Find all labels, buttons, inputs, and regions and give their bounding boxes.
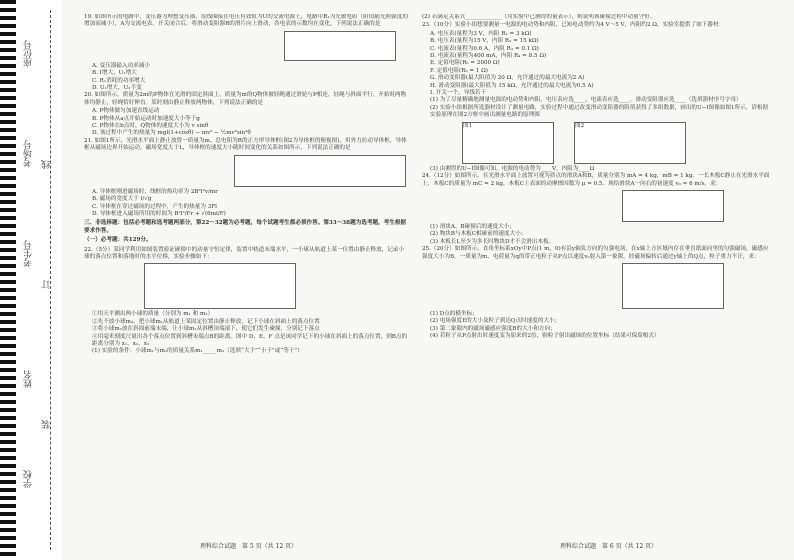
ui-graph-figure — [462, 122, 554, 164]
barcode-stripes — [0, 0, 16, 560]
q24-task-1: (1) 滑块A、B碰撞后的速度大小； — [430, 223, 515, 230]
q20-option-b: B. P物体从a点开始运动时加速度大小等于g — [92, 115, 200, 122]
question-25: 25.（20分）如图所示，直角坐标系xOy中P点(1 m，0)有沿y轴负方向的匀强电场，在x轴上方区域内存在垂直纸面向里的匀强磁场，磁感应强度大小为B，一质量为m、电荷量为q的带正电粒子从P点以速度v₀射入第一象限，经磁场偏转后通过y轴上的Q点，粒子重力不计，求： — [422, 246, 769, 260]
circuit-figure — [284, 31, 396, 61]
q19-option-a: A. 变压器输入功率减小 — [92, 62, 150, 69]
section-nonchoice: 三、非选择题：包括必考题和选考题两部分，第22～32题为必考题，每个试题考生都必须作答。第33～38题为选考题，考生根据要求作答。 — [84, 220, 407, 234]
label-seat-number: 座位号 — [24, 40, 34, 67]
q25-task-3: (3) 第二象限内的磁场磁感应强度B的大小和方向； — [430, 325, 556, 332]
q23-task-2: (2) 实验小组根据所选器材设计了测量电路，实验过程中通过改变滑动变阻器的阻值获得了多组数据，画出的U−I图像如图1所示，请根据实验原理在图2方框中画出测量电路的原理图 — [430, 104, 769, 119]
q23-item-i: I. 开关一个，导线若干 — [430, 90, 487, 97]
fig2-caption: 图2 — [575, 122, 585, 129]
q22-step-4: ④用毫米刻度尺量出各个落点位置到斜槽末端点B的距离。图中 D、E、F 点是该同学记下的小球在斜面上的落点位置，到B点的距离分别为 x₁、x₂、x₃ — [92, 333, 408, 347]
label-exam-room: 考场号 — [24, 140, 34, 167]
q20-option-a: A. P物体做匀加速直线运动 — [92, 108, 160, 115]
blocks-figure — [622, 190, 724, 222]
fig1-caption: 图1 — [463, 122, 473, 129]
q19-option-b: B. I增大，U₁增大 — [92, 70, 137, 77]
magnetic-field-figure — [234, 155, 406, 187]
q23-item-b: B. 电压表(量程为15 V，内阻 R₂ = 15 kΩ) — [430, 38, 539, 45]
q19-option-d: D. U₁增大，U₂不变 — [92, 85, 142, 92]
right-column — [422, 14, 772, 534]
question-23: 23.（10分）实验小组想要测量一电源的电动势和内阻，已知电动势约为4 V～5 V，内阻约2 Ω，实验室提供了如下器材： — [422, 22, 725, 29]
label-school: 学校 — [24, 470, 34, 488]
q23-item-h: H. 滑动变阻器(最大阻值为 15 kΩ，允许通过的最大电流为0.5 A) — [430, 82, 594, 89]
q20-option-d: D. 该过程中产生的热量为 mgl(1+cosθ) − mv² − ½mv²sin²θ — [92, 130, 251, 137]
question-21: 21. 如图1所示，光滑水平面上静止放置一质量为m、总电阻为R的正方形导体框(图2为导体框的俯视图)，用外力拉动导体框，导体框从磁场边界开始运动，磁场宽度大于L，导体框的速度大小随时间变化的关系如图所示，下列说法正确的是 — [84, 137, 407, 152]
question-19: 19. 如图所示的电路中，变压器为理想变压器，原线圈接在电压有效值为U的交流电源上，电路中R₁为光敏电阻（阻值随光照强度的增加而减小），A为交流电表，开关闭合后，将滑动变阻器R的滑片向上滑动，各电表的示数均在变化，下列说法正确的是 — [84, 14, 408, 28]
label-name: 姓名 — [24, 370, 34, 388]
q21-option-c: C. 导体框在穿过磁场的过程中，产生的热量为 3Fl — [92, 203, 217, 210]
q22-step-2: ②先不放小球m₂，把小球m₁从轨道上某固定位置由静止释放，记下小球在斜面上的落点位置 — [92, 318, 320, 325]
q23-item-c: C. 电流表(量程为0.6 A，内阻 R₃ = 0.1 Ω) — [430, 45, 539, 52]
mark-xian: 线 — [42, 160, 52, 169]
q23-item-e: E. 定值电阻(R₅ = 2000 Ω) — [430, 60, 500, 67]
coordinate-field-figure — [622, 263, 724, 309]
q21-option-d: D. 导体框进入磁场所用的时间为 B²l³/Fr + √(6ml/F) — [92, 210, 226, 217]
q19-option-c: C. R₁消耗的功率增大 — [92, 77, 146, 84]
q23-task-3: (3) 由测得的U−I图像可知，电源的电动势为____V，内阻为____Ω — [430, 165, 595, 172]
q24-task-2: (2) 物块B与木板C相碰前的速度大小； — [430, 231, 527, 238]
circuit-box-figure — [574, 122, 686, 164]
q24-task-3: (3) 木板长L至少为多长时物块D才不会滑出木板。 — [430, 238, 555, 245]
q20-option-c: C. P物体在b点时，Q物体的速度大小为 v sinθ — [92, 123, 209, 130]
q22-step-1: ①用天平测出两小球的质量（分别为 m₁ 和 m₂） — [92, 311, 214, 318]
binding-sidebar — [0, 0, 62, 560]
page-footer-left: 理科综合试题 第 5 页（共 12 页） — [200, 543, 298, 550]
left-column — [84, 14, 409, 534]
q22-task-1: (1) 实验的条件：小球m₁与m₂的质量关系m₁_____m₂（选填“大于”“小于”或“等于”） — [92, 348, 303, 355]
q23-task-1: (1) 为了尽量精确地测量电源的电动势和内阻，电压表应选____，电流表应选____，滑动变阻器应选____（选填器材序号字母） — [430, 97, 742, 104]
q22-task-2: (2) 若满足关系式_____________（用实验中已测得的量表示），则说明该碰撞过程中动量守恒。 — [422, 14, 656, 20]
q23-item-a: A. 电压表(量程为3 V，内阻 R₁ = 3 kΩ) — [430, 30, 532, 37]
q25-task-4: (4) 若粒子从P点射出时速度变为原来的2倍，则粒子射出磁场的位置坐标（结果可保留根式） — [430, 333, 660, 340]
page-footer-right: 理科综合试题 第 6 页（共 12 页） — [560, 543, 658, 550]
mark-zhuang: 装 — [42, 420, 52, 429]
q25-task-2: (2) 电场强度E的大小及粒子到达Q点时速度的大小； — [430, 318, 561, 325]
q21-option-a: A. 导体框刚进磁场时，线框的热功率为 2B²l²v/mr — [92, 188, 218, 195]
q21-option-b: B. 磁场的宽度大于 l/√g — [92, 196, 152, 203]
q23-item-g: G. 滑动变阻器(最大阻值为 20 Ω，允许通过的最大电流为2 A) — [430, 75, 585, 82]
label-examinee-number: 考生号 — [24, 240, 34, 267]
q23-item-d: D. 电流表(量程为400 mA，内阻 R₄ = 8.5 Ω) — [430, 53, 547, 60]
question-20: 20. 如图所示，质量为2m的P物体在光滑的固定斜面上，质量为m的Q物体被轻绳通过滑轮与P相连，轻绳与斜面平行，开始时两物体均静止，轻绳恰好伸直。某时刻由静止释放两物体，下列说法正确的是 — [84, 92, 407, 106]
q23-figures — [462, 122, 772, 164]
mark-ding: 订 — [42, 280, 52, 289]
q25-task-1: (1) D点的横坐标； — [430, 310, 478, 317]
question-22: 22.（5分）某同学利用如图装置验证碰撞中的动量守恒定律，装置中轨道末端水平，一小球从轨道上某一位置由静止释放，记录小球的落点位置和落地时的水平位移，实验步骤如下： — [84, 246, 405, 260]
collision-apparatus-figure — [144, 263, 296, 309]
question-24: 24.（12分）如图所示，在光滑水平面上放置可视为质点的滑块A和B，质量分别为 mA = 4 kg，mB = 1 kg。一长木板C静止在光滑水平面上，木板C的质量为 mC = 2 kg，木板C上表面的动摩擦因数为 μ = 0.5。现给滑块A一向右的初速度 v₀ = 6 m/s，求： — [422, 173, 770, 187]
q22-step-3: ③将小球m₂放在斜面前端末端，让小球m₁从斜槽顶端滚下，使它们发生碰撞，分别记下落点 — [92, 326, 320, 333]
required-part: （一）必考题：共129分。 — [84, 237, 152, 244]
q23-item-f: F. 定值电阻(R₆ = 1 Ω) — [430, 67, 488, 74]
